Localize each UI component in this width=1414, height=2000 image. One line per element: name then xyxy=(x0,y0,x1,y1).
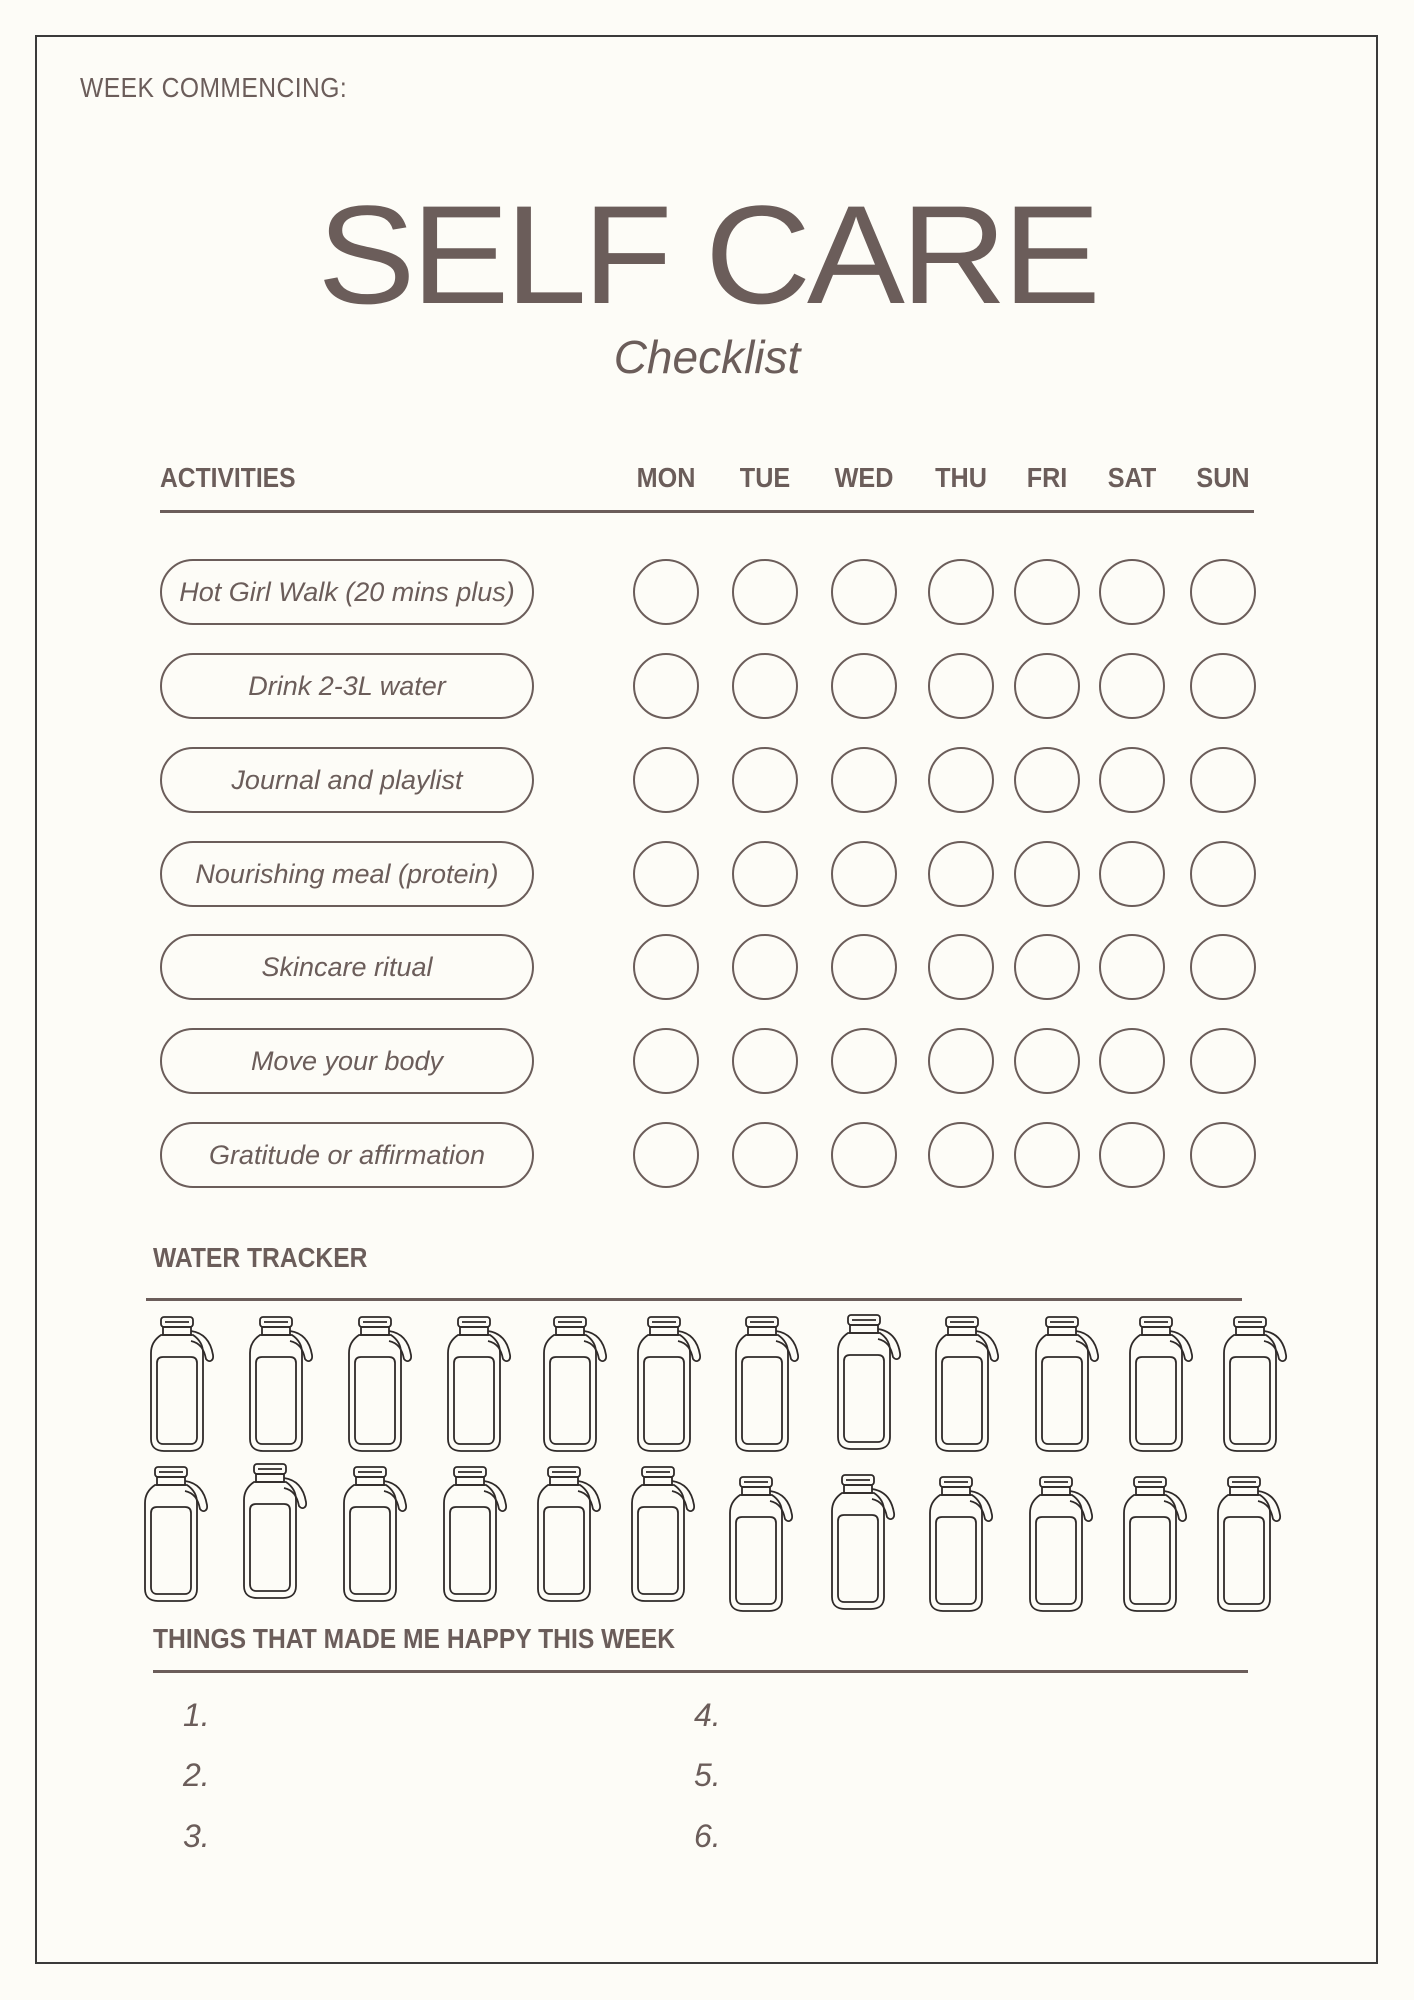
water-bottle-icon[interactable] xyxy=(1126,1315,1196,1455)
activity-label: Hot Girl Walk (20 mins plus) xyxy=(160,559,534,625)
checkbox-fri[interactable] xyxy=(1014,747,1080,813)
day-header-mon: MON xyxy=(636,462,696,493)
checkbox-mon[interactable] xyxy=(633,934,699,1000)
checkbox-sun[interactable] xyxy=(1190,653,1256,719)
activity-label: Journal and playlist xyxy=(160,747,534,813)
checkbox-thu[interactable] xyxy=(928,934,994,1000)
day-header-wed: WED xyxy=(834,462,894,493)
water-bottle-icon[interactable] xyxy=(1120,1475,1190,1615)
checkbox-tue[interactable] xyxy=(732,934,798,1000)
checkbox-mon[interactable] xyxy=(633,1122,699,1188)
activity-label: Nourishing meal (protein) xyxy=(160,841,534,907)
checkbox-thu[interactable] xyxy=(928,1028,994,1094)
checkbox-sat[interactable] xyxy=(1099,934,1165,1000)
water-bottle-icon[interactable] xyxy=(440,1465,510,1605)
activity-label: Move your body xyxy=(160,1028,534,1094)
activities-heading: ACTIVITIES xyxy=(160,462,296,493)
water-bottle-icon[interactable] xyxy=(628,1465,698,1605)
happy-item-number: 6. xyxy=(694,1818,721,1854)
day-header-fri: FRI xyxy=(1026,462,1068,493)
water-bottle-icon[interactable] xyxy=(1026,1475,1096,1615)
day-header-sat: SAT xyxy=(1107,462,1157,493)
checkbox-tue[interactable] xyxy=(732,747,798,813)
checkbox-mon[interactable] xyxy=(633,841,699,907)
checkbox-tue[interactable] xyxy=(732,1122,798,1188)
activity-label: Drink 2-3L water xyxy=(160,653,534,719)
checkbox-wed[interactable] xyxy=(831,934,897,1000)
water-bottle-icon[interactable] xyxy=(834,1313,904,1453)
happy-item-number: 4. xyxy=(694,1697,721,1733)
checkbox-thu[interactable] xyxy=(928,653,994,719)
checkbox-sat[interactable] xyxy=(1099,1122,1165,1188)
water-bottle-icon[interactable] xyxy=(726,1475,796,1615)
water-bottle-icon[interactable] xyxy=(828,1473,898,1613)
checkbox-wed[interactable] xyxy=(831,841,897,907)
checkbox-mon[interactable] xyxy=(633,653,699,719)
happy-rule xyxy=(153,1670,1248,1673)
happy-item-number: 5. xyxy=(694,1757,721,1793)
water-tracker-rule xyxy=(146,1298,1242,1301)
checkbox-thu[interactable] xyxy=(928,559,994,625)
water-bottle-icon[interactable] xyxy=(1214,1475,1284,1615)
water-bottle-icon[interactable] xyxy=(634,1315,704,1455)
activity-label: Gratitude or affirmation xyxy=(160,1122,534,1188)
checkbox-wed[interactable] xyxy=(831,1028,897,1094)
checkbox-fri[interactable] xyxy=(1014,841,1080,907)
water-bottle-icon[interactable] xyxy=(534,1465,604,1605)
water-bottle-icon[interactable] xyxy=(147,1315,217,1455)
water-tracker-heading: WATER TRACKER xyxy=(153,1242,368,1273)
water-bottle-icon[interactable] xyxy=(340,1465,410,1605)
checkbox-thu[interactable] xyxy=(928,1122,994,1188)
happy-item-number: 3. xyxy=(183,1818,210,1854)
checkbox-fri[interactable] xyxy=(1014,1122,1080,1188)
water-bottle-icon[interactable] xyxy=(345,1315,415,1455)
checkbox-tue[interactable] xyxy=(732,653,798,719)
checkbox-thu[interactable] xyxy=(928,747,994,813)
checkbox-tue[interactable] xyxy=(732,1028,798,1094)
day-header-tue: TUE xyxy=(739,462,791,493)
checkbox-wed[interactable] xyxy=(831,1122,897,1188)
checkbox-sun[interactable] xyxy=(1190,559,1256,625)
water-bottle-icon[interactable] xyxy=(540,1315,610,1455)
water-bottle-icon[interactable] xyxy=(141,1465,211,1605)
happy-item-number: 1. xyxy=(183,1697,210,1733)
checkbox-thu[interactable] xyxy=(928,841,994,907)
page-subtitle: Checklist xyxy=(613,331,801,383)
checkbox-sat[interactable] xyxy=(1099,841,1165,907)
happy-heading: THINGS THAT MADE ME HAPPY THIS WEEK xyxy=(153,1623,676,1654)
checkbox-fri[interactable] xyxy=(1014,934,1080,1000)
page-title: SELF CARE xyxy=(317,176,1097,333)
water-bottle-icon[interactable] xyxy=(240,1462,310,1602)
checkbox-mon[interactable] xyxy=(633,559,699,625)
day-header-thu: THU xyxy=(935,462,987,493)
checkbox-tue[interactable] xyxy=(732,559,798,625)
checkbox-sun[interactable] xyxy=(1190,1028,1256,1094)
checkbox-fri[interactable] xyxy=(1014,1028,1080,1094)
water-bottle-icon[interactable] xyxy=(246,1315,316,1455)
checkbox-sun[interactable] xyxy=(1190,934,1256,1000)
water-bottle-icon[interactable] xyxy=(1220,1315,1290,1455)
water-bottle-icon[interactable] xyxy=(1032,1315,1102,1455)
checkbox-tue[interactable] xyxy=(732,841,798,907)
checkbox-sat[interactable] xyxy=(1099,559,1165,625)
checkbox-sat[interactable] xyxy=(1099,653,1165,719)
water-bottle-icon[interactable] xyxy=(732,1315,802,1455)
checkbox-sat[interactable] xyxy=(1099,1028,1165,1094)
activity-label: Skincare ritual xyxy=(160,934,534,1000)
checkbox-mon[interactable] xyxy=(633,1028,699,1094)
water-bottle-icon[interactable] xyxy=(444,1315,514,1455)
checkbox-fri[interactable] xyxy=(1014,653,1080,719)
checkbox-sun[interactable] xyxy=(1190,1122,1256,1188)
checkbox-sun[interactable] xyxy=(1190,747,1256,813)
activities-rule xyxy=(160,510,1254,513)
checkbox-wed[interactable] xyxy=(831,559,897,625)
checkbox-fri[interactable] xyxy=(1014,559,1080,625)
checkbox-sat[interactable] xyxy=(1099,747,1165,813)
happy-item-number: 2. xyxy=(183,1757,210,1793)
water-bottle-icon[interactable] xyxy=(932,1315,1002,1455)
checkbox-wed[interactable] xyxy=(831,653,897,719)
day-header-sun: SUN xyxy=(1196,462,1250,493)
water-bottle-icon[interactable] xyxy=(926,1475,996,1615)
week-commencing-label: WEEK COMMENCING: xyxy=(80,72,348,103)
checkbox-sun[interactable] xyxy=(1190,841,1256,907)
checkbox-mon[interactable] xyxy=(633,747,699,813)
checkbox-wed[interactable] xyxy=(831,747,897,813)
